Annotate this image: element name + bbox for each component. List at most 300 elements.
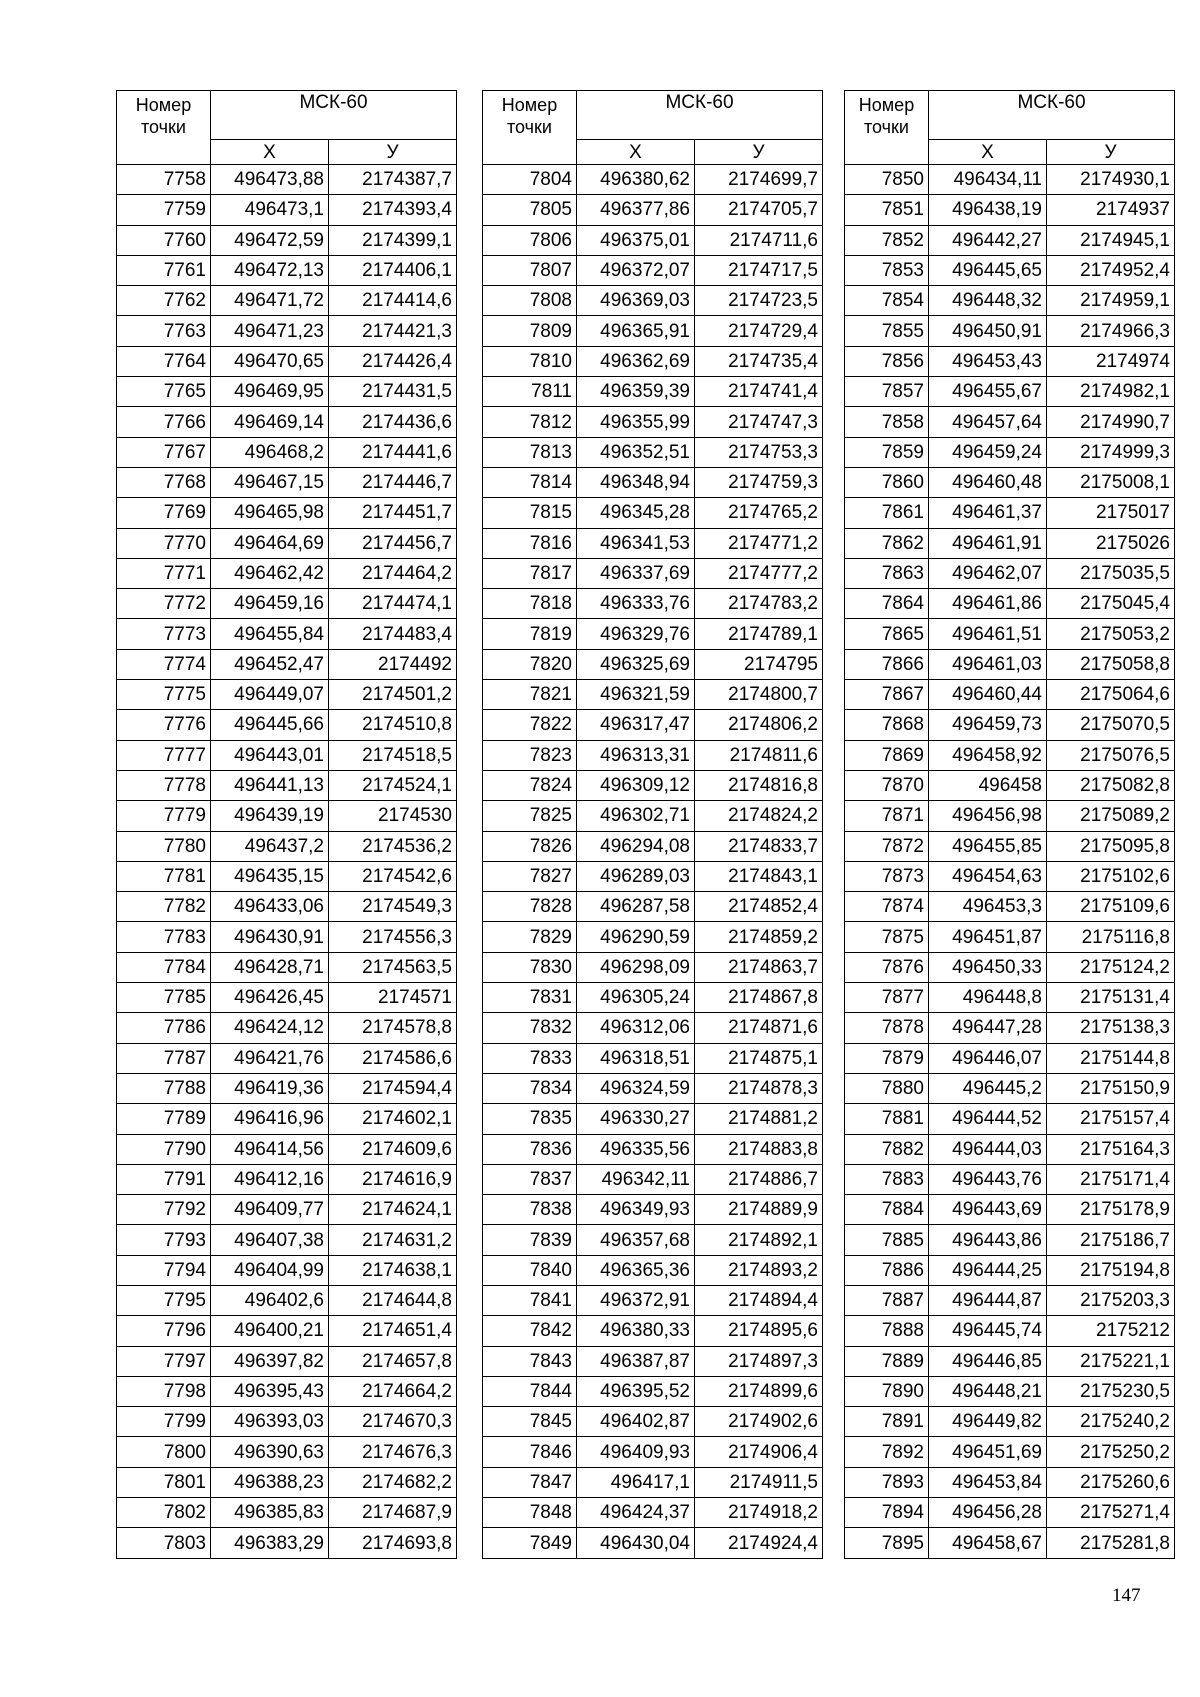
x-coordinate-cell: 496318,51 (577, 1043, 695, 1073)
table-body (117, 165, 457, 1559)
x-coordinate-cell: 496470,65 (211, 346, 329, 376)
table-row (845, 195, 1175, 225)
y-coordinate-cell: 2174441,6 (329, 437, 457, 467)
coordinates-table-1 (116, 90, 457, 1559)
point-number-cell: 7844 (483, 1376, 577, 1406)
x-coordinate-cell: 496337,69 (577, 558, 695, 588)
x-coordinate-cell: 496472,59 (211, 225, 329, 255)
table-row (483, 1164, 823, 1194)
y-coordinate-cell: 2174387,7 (329, 165, 457, 195)
x-coordinate-cell: 496313,31 (577, 740, 695, 770)
y-coordinate-cell: 2174631,2 (329, 1225, 457, 1255)
table-row (483, 770, 823, 800)
x-coordinate-cell: 496454,63 (929, 861, 1047, 891)
coordinates-table-2 (482, 90, 823, 1559)
x-coordinate-cell: 496455,85 (929, 831, 1047, 861)
point-number-cell: 7869 (845, 740, 929, 770)
table-row (845, 1528, 1175, 1558)
table-row (845, 1467, 1175, 1497)
table-row (845, 801, 1175, 831)
table-row (483, 801, 823, 831)
table-row (483, 922, 823, 952)
x-coordinate-cell: 496452,47 (211, 649, 329, 679)
point-number-cell: 7763 (117, 316, 211, 346)
table-row (483, 195, 823, 225)
x-coordinate-cell: 496448,32 (929, 286, 1047, 316)
x-coordinate-cell: 496329,76 (577, 619, 695, 649)
system-header: МСК-60 (211, 91, 457, 140)
point-number-cell: 7886 (845, 1255, 929, 1285)
x-header: Х (211, 140, 329, 165)
table-row (483, 165, 823, 195)
y-coordinate-cell: 2174676,3 (329, 1437, 457, 1467)
y-coordinate-cell: 2174777,2 (695, 558, 823, 588)
x-coordinate-cell: 496393,03 (211, 1407, 329, 1437)
table-row (117, 528, 457, 558)
point-number-cell: 7796 (117, 1316, 211, 1346)
point-number-cell: 7862 (845, 528, 929, 558)
table-row (483, 649, 823, 679)
y-coordinate-cell: 2175230,5 (1047, 1376, 1175, 1406)
y-coordinate-cell: 2174795 (695, 649, 823, 679)
point-number-cell: 7887 (845, 1285, 929, 1315)
point-number-cell: 7766 (117, 407, 211, 437)
system-header: МСК-60 (577, 91, 823, 140)
point-number-cell: 7814 (483, 467, 577, 497)
x-coordinate-cell: 496400,21 (211, 1316, 329, 1346)
y-coordinate-cell: 2174875,1 (695, 1043, 823, 1073)
x-coordinate-cell: 496359,39 (577, 377, 695, 407)
point-number-cell: 7789 (117, 1104, 211, 1134)
y-coordinate-cell: 2174867,8 (695, 983, 823, 1013)
y-coordinate-cell: 2175124,2 (1047, 952, 1175, 982)
table-row (117, 983, 457, 1013)
point-number-cell: 7895 (845, 1528, 929, 1558)
point-number-cell: 7885 (845, 1225, 929, 1255)
y-coordinate-cell: 2174990,7 (1047, 407, 1175, 437)
table-row (483, 892, 823, 922)
point-number-cell: 7865 (845, 619, 929, 649)
y-coordinate-cell: 2174897,3 (695, 1346, 823, 1376)
x-coordinate-cell: 496294,08 (577, 831, 695, 861)
y-coordinate-cell: 2174464,2 (329, 558, 457, 588)
point-number-cell: 7802 (117, 1498, 211, 1528)
point-number-cell: 7840 (483, 1255, 577, 1285)
table-row (845, 225, 1175, 255)
x-coordinate-cell: 496451,87 (929, 922, 1047, 952)
point-number-cell: 7839 (483, 1225, 577, 1255)
x-coordinate-cell: 496290,59 (577, 922, 695, 952)
y-coordinate-cell: 2174542,6 (329, 861, 457, 891)
point-number-cell: 7791 (117, 1164, 211, 1194)
y-coordinate-cell: 2174911,5 (695, 1467, 823, 1497)
point-number-cell: 7868 (845, 710, 929, 740)
point-number-cell: 7782 (117, 892, 211, 922)
x-coordinate-cell: 496409,93 (577, 1437, 695, 1467)
y-coordinate-cell: 2174886,7 (695, 1164, 823, 1194)
point-number-cell: 7888 (845, 1316, 929, 1346)
table-row (845, 1013, 1175, 1043)
table-row (483, 225, 823, 255)
table-row (483, 1255, 823, 1285)
x-coordinate-cell: 496428,71 (211, 952, 329, 982)
table-row (845, 680, 1175, 710)
table-row (483, 1346, 823, 1376)
x-header: Х (577, 140, 695, 165)
y-coordinate-cell: 2174982,1 (1047, 377, 1175, 407)
table-row (483, 1437, 823, 1467)
y-coordinate-cell: 2175082,8 (1047, 770, 1175, 800)
x-coordinate-cell: 496438,19 (929, 195, 1047, 225)
x-coordinate-cell: 496473,1 (211, 195, 329, 225)
y-coordinate-cell: 2174586,6 (329, 1043, 457, 1073)
y-header: У (1047, 140, 1175, 165)
point-number-cell: 7794 (117, 1255, 211, 1285)
point-number-cell: 7830 (483, 952, 577, 982)
point-number-cell: 7759 (117, 195, 211, 225)
y-coordinate-cell: 2174899,6 (695, 1376, 823, 1406)
point-number-cell: 7762 (117, 286, 211, 316)
point-number-cell: 7879 (845, 1043, 929, 1073)
point-number-cell: 7817 (483, 558, 577, 588)
point-number-cell: 7874 (845, 892, 929, 922)
y-coordinate-cell: 2174393,4 (329, 195, 457, 225)
y-coordinate-cell: 2174878,3 (695, 1073, 823, 1103)
point-number-cell: 7774 (117, 649, 211, 679)
table-row (117, 649, 457, 679)
y-coordinate-cell: 2174902,6 (695, 1407, 823, 1437)
point-number-cell: 7777 (117, 740, 211, 770)
y-coordinate-cell: 2174852,4 (695, 892, 823, 922)
point-number-cell: 7781 (117, 861, 211, 891)
y-coordinate-cell: 2174624,1 (329, 1195, 457, 1225)
y-coordinate-cell: 2174894,4 (695, 1285, 823, 1315)
x-coordinate-cell: 496455,84 (211, 619, 329, 649)
y-coordinate-cell: 2175186,7 (1047, 1225, 1175, 1255)
table-row (845, 498, 1175, 528)
table-row (845, 740, 1175, 770)
point-number-cell: 7852 (845, 225, 929, 255)
x-coordinate-cell: 496473,88 (211, 165, 329, 195)
point-number-cell: 7793 (117, 1225, 211, 1255)
point-number-cell: 7768 (117, 467, 211, 497)
point-number-cell: 7760 (117, 225, 211, 255)
x-coordinate-cell: 496439,19 (211, 801, 329, 831)
point-number-cell: 7800 (117, 1437, 211, 1467)
point-number-cell: 7891 (845, 1407, 929, 1437)
point-number-cell: 7875 (845, 922, 929, 952)
x-coordinate-cell: 496445,66 (211, 710, 329, 740)
x-coordinate-cell: 496369,03 (577, 286, 695, 316)
y-coordinate-cell: 2175212 (1047, 1316, 1175, 1346)
point-number-cell: 7882 (845, 1134, 929, 1164)
y-coordinate-cell: 2174974 (1047, 346, 1175, 376)
y-coordinate-cell: 2174918,2 (695, 1498, 823, 1528)
table-row (845, 1376, 1175, 1406)
point-number-cell: 7806 (483, 225, 577, 255)
point-number-cell: 7834 (483, 1073, 577, 1103)
y-coordinate-cell: 2174930,1 (1047, 165, 1175, 195)
x-coordinate-cell: 496443,86 (929, 1225, 1047, 1255)
point-number-cell: 7776 (117, 710, 211, 740)
y-coordinate-cell: 2175157,4 (1047, 1104, 1175, 1134)
y-coordinate-cell: 2174578,8 (329, 1013, 457, 1043)
x-coordinate-cell: 496460,48 (929, 467, 1047, 497)
x-coordinate-cell: 496302,71 (577, 801, 695, 831)
table-row (117, 1134, 457, 1164)
x-coordinate-cell: 496372,91 (577, 1285, 695, 1315)
x-coordinate-cell: 496390,63 (211, 1437, 329, 1467)
table-row (483, 558, 823, 588)
point-number-cell: 7867 (845, 680, 929, 710)
y-coordinate-cell: 2174765,2 (695, 498, 823, 528)
table-row (483, 1134, 823, 1164)
point-number-cell: 7873 (845, 861, 929, 891)
y-coordinate-cell: 2175281,8 (1047, 1528, 1175, 1558)
point-number-cell: 7871 (845, 801, 929, 831)
table-row (483, 619, 823, 649)
y-coordinate-cell: 2175260,6 (1047, 1467, 1175, 1497)
x-coordinate-cell: 496446,07 (929, 1043, 1047, 1073)
table-row (117, 165, 457, 195)
x-coordinate-cell: 496409,77 (211, 1195, 329, 1225)
y-coordinate-cell: 2174843,1 (695, 861, 823, 891)
x-coordinate-cell: 496305,24 (577, 983, 695, 1013)
table-row (117, 831, 457, 861)
point-number-cell: 7797 (117, 1346, 211, 1376)
table-row (117, 558, 457, 588)
y-coordinate-cell: 2174644,8 (329, 1285, 457, 1315)
point-number-cell: 7843 (483, 1346, 577, 1376)
table-row (483, 831, 823, 861)
y-coordinate-cell: 2174723,5 (695, 286, 823, 316)
y-coordinate-cell: 2174881,2 (695, 1104, 823, 1134)
table-row (483, 1013, 823, 1043)
point-number-cell: 7798 (117, 1376, 211, 1406)
x-coordinate-cell: 496317,47 (577, 710, 695, 740)
table-row (117, 1285, 457, 1315)
table-row (117, 801, 457, 831)
x-coordinate-cell: 496388,23 (211, 1467, 329, 1497)
x-coordinate-cell: 496430,04 (577, 1528, 695, 1558)
table-row (845, 1255, 1175, 1285)
table-row (483, 1195, 823, 1225)
x-coordinate-cell: 496385,83 (211, 1498, 329, 1528)
point-number-cell: 7828 (483, 892, 577, 922)
table-row (117, 1225, 457, 1255)
point-number-cell: 7835 (483, 1104, 577, 1134)
point-number-cell: 7787 (117, 1043, 211, 1073)
x-coordinate-cell: 496458,67 (929, 1528, 1047, 1558)
y-coordinate-cell: 2174524,1 (329, 770, 457, 800)
table-row (845, 1225, 1175, 1255)
x-coordinate-cell: 496462,07 (929, 558, 1047, 588)
y-coordinate-cell: 2175144,8 (1047, 1043, 1175, 1073)
point-number-cell: 7847 (483, 1467, 577, 1497)
x-coordinate-cell: 496453,43 (929, 346, 1047, 376)
y-coordinate-cell: 2174687,9 (329, 1498, 457, 1528)
y-coordinate-cell: 2175017 (1047, 498, 1175, 528)
point-number-cell: 7783 (117, 922, 211, 952)
x-coordinate-cell: 496469,95 (211, 377, 329, 407)
coordinates-table-3 (844, 90, 1175, 1559)
point-number-cell: 7808 (483, 286, 577, 316)
point-number-cell: 7769 (117, 498, 211, 528)
table-row (117, 1498, 457, 1528)
x-coordinate-cell: 496395,52 (577, 1376, 695, 1406)
y-coordinate-cell: 2175131,4 (1047, 983, 1175, 1013)
x-coordinate-cell: 496471,72 (211, 286, 329, 316)
x-coordinate-cell: 496446,85 (929, 1346, 1047, 1376)
x-coordinate-cell: 496419,36 (211, 1073, 329, 1103)
table-row (845, 286, 1175, 316)
y-coordinate-cell: 2175221,1 (1047, 1346, 1175, 1376)
point-number-cell: 7866 (845, 649, 929, 679)
x-coordinate-cell: 496443,76 (929, 1164, 1047, 1194)
y-coordinate-cell: 2174602,1 (329, 1104, 457, 1134)
table-row (845, 589, 1175, 619)
x-coordinate-cell: 496459,24 (929, 437, 1047, 467)
table-row (117, 1164, 457, 1194)
point-number-cell: 7784 (117, 952, 211, 982)
point-number-cell: 7864 (845, 589, 929, 619)
table-row (845, 861, 1175, 891)
y-coordinate-cell: 2174705,7 (695, 195, 823, 225)
table-row (845, 1104, 1175, 1134)
table-row (483, 710, 823, 740)
x-coordinate-cell: 496357,68 (577, 1225, 695, 1255)
table-row (845, 649, 1175, 679)
y-coordinate-cell: 2174966,3 (1047, 316, 1175, 346)
point-number-header: Номер точки (117, 91, 211, 165)
table-row (117, 407, 457, 437)
point-number-header: Номер точки (845, 91, 929, 165)
y-coordinate-cell: 2174638,1 (329, 1255, 457, 1285)
x-coordinate-cell: 496462,42 (211, 558, 329, 588)
point-number-cell: 7857 (845, 377, 929, 407)
y-coordinate-cell: 2174518,5 (329, 740, 457, 770)
y-coordinate-cell: 2174563,5 (329, 952, 457, 982)
x-coordinate-cell: 496448,8 (929, 983, 1047, 1013)
y-coordinate-cell: 2174952,4 (1047, 255, 1175, 285)
x-coordinate-cell: 496435,15 (211, 861, 329, 891)
y-coordinate-cell: 2174399,1 (329, 225, 457, 255)
point-number-cell: 7788 (117, 1073, 211, 1103)
x-coordinate-cell: 496309,12 (577, 770, 695, 800)
x-coordinate-cell: 496289,03 (577, 861, 695, 891)
y-coordinate-cell: 2174816,8 (695, 770, 823, 800)
table-row (117, 225, 457, 255)
y-coordinate-cell: 2174753,3 (695, 437, 823, 467)
point-number-cell: 7821 (483, 680, 577, 710)
table-row (483, 1528, 823, 1558)
x-coordinate-cell: 496377,86 (577, 195, 695, 225)
x-coordinate-cell: 496461,03 (929, 649, 1047, 679)
point-number-cell: 7815 (483, 498, 577, 528)
y-coordinate-cell: 2174406,1 (329, 255, 457, 285)
y-header: У (329, 140, 457, 165)
x-coordinate-cell: 496450,91 (929, 316, 1047, 346)
table-row (845, 1073, 1175, 1103)
table-row (117, 861, 457, 891)
point-number-cell: 7812 (483, 407, 577, 437)
table-row (117, 1255, 457, 1285)
table-row (845, 528, 1175, 558)
y-coordinate-cell: 2175109,6 (1047, 892, 1175, 922)
y-coordinate-cell: 2175070,5 (1047, 710, 1175, 740)
y-coordinate-cell: 2174431,5 (329, 377, 457, 407)
table-row (117, 1528, 457, 1558)
y-coordinate-cell: 2174426,4 (329, 346, 457, 376)
table-row (845, 1437, 1175, 1467)
y-coordinate-cell: 2174556,3 (329, 922, 457, 952)
y-coordinate-cell: 2174549,3 (329, 892, 457, 922)
y-coordinate-cell: 2174501,2 (329, 680, 457, 710)
point-number-cell: 7848 (483, 1498, 577, 1528)
y-coordinate-cell: 2174771,2 (695, 528, 823, 558)
table-row (117, 437, 457, 467)
y-coordinate-cell: 2174824,2 (695, 801, 823, 831)
x-coordinate-cell: 496434,11 (929, 165, 1047, 195)
table-row (117, 1073, 457, 1103)
point-number-cell: 7894 (845, 1498, 929, 1528)
table-row (483, 498, 823, 528)
x-coordinate-cell: 496412,16 (211, 1164, 329, 1194)
table-body (483, 165, 823, 1559)
y-header: У (695, 140, 823, 165)
y-coordinate-cell: 2175203,3 (1047, 1285, 1175, 1315)
table-row (117, 922, 457, 952)
table-row (845, 255, 1175, 285)
x-coordinate-cell: 496407,38 (211, 1225, 329, 1255)
point-number-cell: 7778 (117, 770, 211, 800)
point-number-cell: 7803 (117, 1528, 211, 1558)
table-body (845, 165, 1175, 1559)
y-coordinate-cell: 2174436,6 (329, 407, 457, 437)
x-coordinate-cell: 496444,52 (929, 1104, 1047, 1134)
x-coordinate-cell: 496365,91 (577, 316, 695, 346)
table-row (845, 1195, 1175, 1225)
table-row (483, 1073, 823, 1103)
table-row (117, 1043, 457, 1073)
x-coordinate-cell: 496414,56 (211, 1134, 329, 1164)
y-coordinate-cell: 2174747,3 (695, 407, 823, 437)
x-coordinate-cell: 496362,69 (577, 346, 695, 376)
table-row (117, 1195, 457, 1225)
point-number-cell: 7880 (845, 1073, 929, 1103)
table-row (845, 831, 1175, 861)
y-coordinate-cell: 2174806,2 (695, 710, 823, 740)
table-row (845, 952, 1175, 982)
point-number-cell: 7829 (483, 922, 577, 952)
point-number-cell: 7845 (483, 1407, 577, 1437)
table-row (117, 1467, 457, 1497)
point-number-cell: 7877 (845, 983, 929, 1013)
y-coordinate-cell: 2174474,1 (329, 589, 457, 619)
x-coordinate-cell: 496416,96 (211, 1104, 329, 1134)
table-row (845, 619, 1175, 649)
point-number-cell: 7804 (483, 165, 577, 195)
y-coordinate-cell: 2174510,8 (329, 710, 457, 740)
y-coordinate-cell: 2175076,5 (1047, 740, 1175, 770)
y-coordinate-cell: 2175058,8 (1047, 649, 1175, 679)
table-row (117, 770, 457, 800)
point-number-cell: 7824 (483, 770, 577, 800)
table-row (483, 286, 823, 316)
table-row (845, 922, 1175, 952)
point-number-cell: 7884 (845, 1195, 929, 1225)
y-coordinate-cell: 2174800,7 (695, 680, 823, 710)
